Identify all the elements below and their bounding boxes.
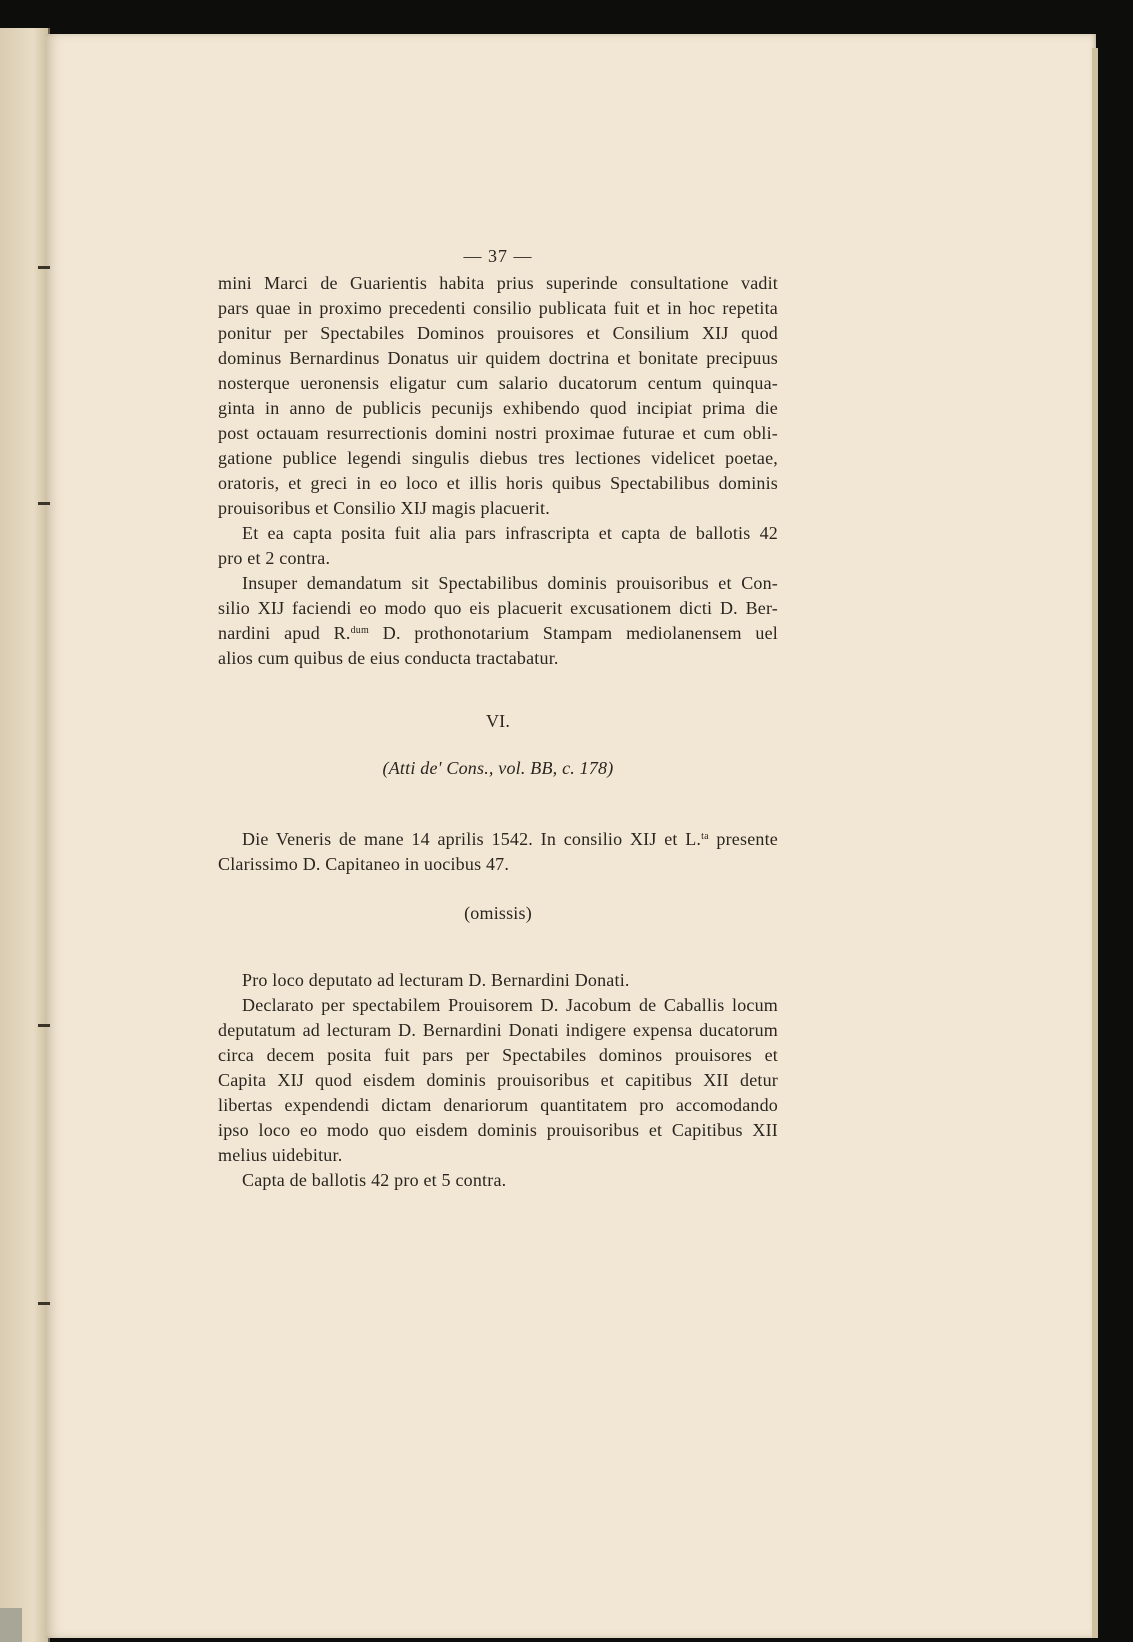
text-line: Et ea capta posita fuit alia pars infrascripta et capta de ballotis 42 xyxy=(242,523,778,543)
text-line: pars quae in proximo precedenti consilio publicata fuit et in hoc repetita xyxy=(218,298,778,318)
text-line: prouisoribus et Consilio XIJ magis placuerit. xyxy=(218,498,550,518)
text-line: alios cum quibus de eius conducta tractabatur. xyxy=(218,648,559,668)
binding-thread-mark xyxy=(38,1024,50,1027)
final-line: Capta de ballotis 42 pro et 5 contra. xyxy=(242,1170,507,1190)
text-line: pro et 2 contra. xyxy=(218,548,331,568)
text-line: gatione publice legendi singulis diebus tres lectiones videlicet poetae, xyxy=(218,448,778,468)
paragraph-4 xyxy=(218,968,778,1193)
text-run: Die Veneris de mane 14 aprilis 1542. In consilio XIJ et L. xyxy=(242,829,702,849)
text-line: Declarato per spectabilem Prouisorem D. Jacobum de Caballis locum xyxy=(242,995,778,1015)
binding-thread-mark xyxy=(38,1302,50,1305)
text-run: presente xyxy=(708,829,778,849)
page-stain xyxy=(0,1608,22,1642)
paragraph-1 xyxy=(218,271,778,521)
text-line: Insuper demandatum sit Spectabilibus dominis prouisoribus et Con- xyxy=(242,573,778,593)
omissis-note: (omissis) xyxy=(464,903,532,923)
superscript: dum xyxy=(350,625,369,636)
archival-reference: (Atti de' Cons., vol. BB, c. 178) xyxy=(382,758,614,778)
section-title: VI. xyxy=(485,711,511,731)
text-line: ginta in anno de publicis pecunijs exhibendo quod incipiat prima die xyxy=(218,398,778,418)
text-line: silio XIJ faciendi eo modo quo eis placuerit excusationem dicti D. Ber- xyxy=(218,598,778,618)
text-line: deputatum ad lecturam D. Bernardini Donati indigere expensa ducatorum xyxy=(218,1020,778,1040)
text-line: ipso loco eo modo quo eisdem dominis prouisoribus et Capitibus XII xyxy=(218,1120,778,1140)
text-line: circa decem posita fuit pars per Spectabiles dominos prouisores et xyxy=(218,1045,778,1065)
text-line: dominus Bernardinus Donatus uir quidem doctrina et bonitate precipuus xyxy=(218,348,778,368)
text-line xyxy=(218,827,778,852)
text-line: libertas expendendi dictam denariorum quantitatem pro accomodando xyxy=(218,1095,778,1115)
superscript: ta xyxy=(701,831,709,842)
text-line: melius uidebitur. xyxy=(218,1145,343,1165)
left-page-edge xyxy=(0,28,50,1642)
heading-line: Pro loco deputato ad lecturam D. Bernardini Donati. xyxy=(242,970,630,990)
text-line: mini Marci de Guarientis habita prius superinde consultatione vadit xyxy=(218,273,778,293)
text-line: nosterque ueronensis eligatur cum salario ducatorum centum quinqua- xyxy=(218,373,778,393)
text-line xyxy=(218,621,778,646)
binding-thread-mark xyxy=(38,266,50,269)
paragraph-3 xyxy=(218,571,778,671)
paragraph-2 xyxy=(218,521,778,571)
binding-thread-mark xyxy=(38,502,50,505)
page-edge xyxy=(1092,48,1098,1638)
text-line: Capita XIJ quod eisdem dominis prouisoribus et capitibus XII detur xyxy=(218,1070,778,1090)
text-run: nardini apud R. xyxy=(218,623,351,643)
text-line: Clarissimo D. Capitaneo in uocibus 47. xyxy=(218,854,510,874)
text-line: ponitur per Spectabiles Dominos prouisores et Consilium XIJ quod xyxy=(218,323,778,343)
text-line: oratoris, et greci in eo loco et illis horis quibus Spectabilibus dominis xyxy=(218,473,778,493)
text-line: post octauam resurrectionis domini nostri proximae futurae et cum obli- xyxy=(218,423,778,443)
text-run: D. prothonotarium Stampam mediolanensem uel xyxy=(368,623,778,643)
date-paragraph xyxy=(218,827,778,877)
page-text xyxy=(218,244,778,1193)
page-number: — 37 — xyxy=(463,246,533,266)
